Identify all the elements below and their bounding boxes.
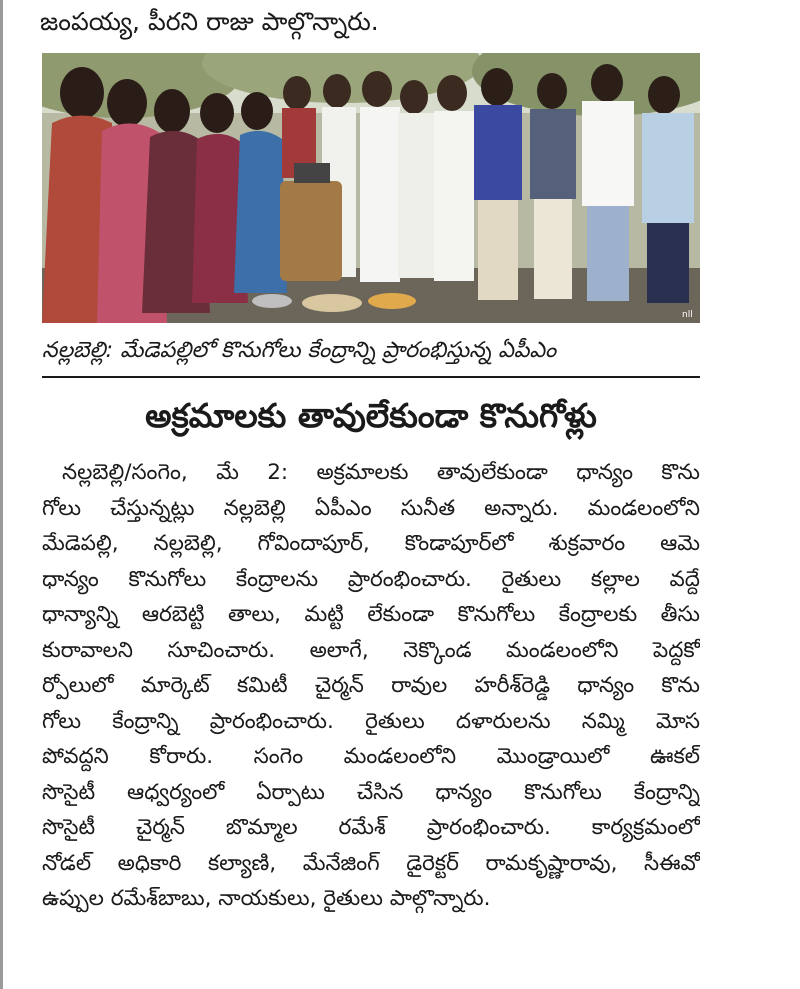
body-line: మేడెపల్లి, నల్లబెల్లి, గోవిందాపూర్, కొండాపూర్‌లో శుక్రవారం ఆమె (42, 531, 700, 556)
body-line: సొసైటీ ఆధ్వర్యంలో ఏర్పాటు చేసిన ధాన్యం కొనుగోలు కేంద్రాన్ని (42, 779, 700, 805)
photo-caption: నల్లబెల్లి: మేడెపల్లిలో కొనుగోలు కేంద్రాన్ని ప్రారంభిస్తున్న ఏపీఎం (42, 338, 557, 363)
body-line: పోవద్దని కోరారు. సంగెం మండలంలోని మొండ్రాయిలో ఊకల్ (42, 744, 700, 769)
body-line: ఉప్పుల రమేశ్‌బాబు, నాయకులు, రైతులు పాల్గొన్నారు. (42, 886, 491, 911)
previous-article-fragment: జంపయ్య, పీరని రాజు పాల్గొన్నారు. (40, 7, 379, 36)
article-headline: అక్రమాలకు తావులేకుండా కొనుగోళ్లు (145, 396, 597, 435)
body-line: సొసైటీ చైర్మన్ బొమ్మాల రమేశ్ ప్రారంభించారు. కార్యక్రమంలో (42, 815, 700, 840)
body-line: ధాన్యాన్ని ఆరబెట్టి తాలు, మట్టి లేకుండా కొనుగోలు కేంద్రాలకు తీసు (42, 602, 700, 627)
photo-watermark: nll (682, 310, 693, 320)
photo-image-icon (42, 53, 700, 323)
caption-divider (42, 376, 700, 378)
body-line: నోడల్ అధికారి కల్యాణి, మేనేజింగ్ డైరెక్టర్ రామకృష్ణారావు, సీఈవో (42, 850, 700, 876)
body-line: గోలు చేస్తున్నట్లు నల్లబెల్లి ఏపీఎం సునీత అన్నారు. మండలంలోని (42, 495, 700, 521)
column-rule (0, 0, 3, 989)
article-body (42, 455, 700, 917)
body-line: ర్పోలులో మార్కెట్ కమిటీ చైర్మన్ రావుల హరీశ్‌రెడ్డి ధాన్యం కొను (42, 673, 700, 698)
news-photo (42, 53, 700, 323)
body-line: కురావాలని సూచించారు. అలాగే, నెక్కొండ మండలంలోని పెద్దకో (42, 637, 700, 663)
body-line: ధాన్యం కొనుగోలు కేంద్రాలను ప్రారంభించారు. రైతులు కల్లాల వద్దే (42, 566, 700, 592)
body-line: నల్లబెల్లి/సంగెం, మే 2: అక్రమాలకు తావులేకుండా ధాన్యం కొను (62, 460, 700, 485)
body-line: గోలు కేంద్రాన్ని ప్రారంభించారు. రైతులు దళారులను నమ్మి మోస (42, 708, 700, 734)
